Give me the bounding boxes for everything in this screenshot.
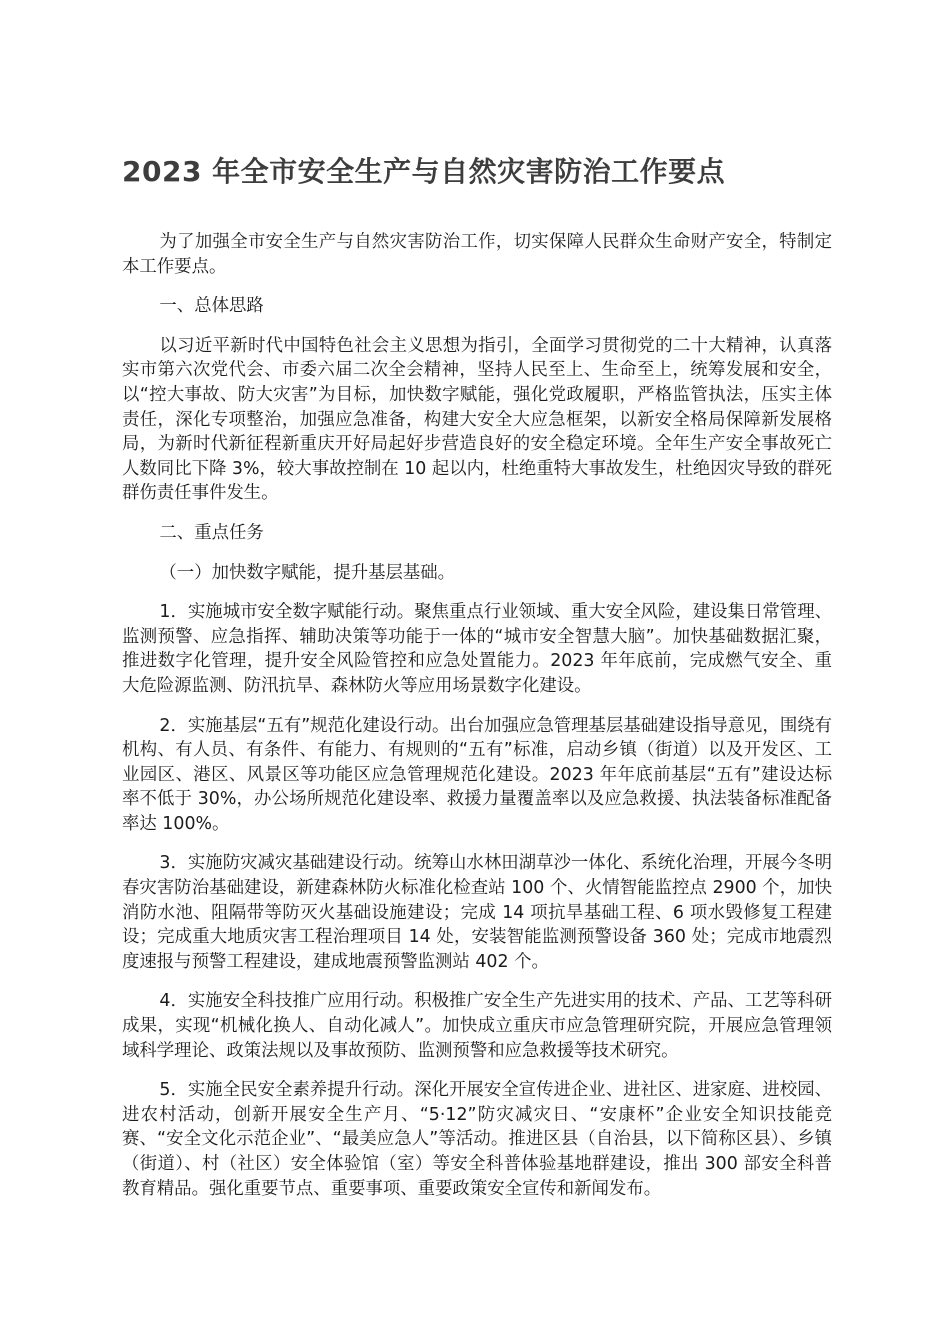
section-body-overall: 以习近平新时代中国特色社会主义思想为指引，全面学习贯彻党的二十大精神，认真落实市第六次党代会、市委六届二次全会精神，坚持人民至上、生命至上，统筹发展和安全，以“控大事故、防大灾害”为目标，加快数字赋能，强化党政履职，严格监管执法，压实主体责任，深化专项整治，加强应急准备，构建大安全大应急框架，以新安全格局保障新发展格局，为新时代新征程新重庆开好局起好步营造良好的安全稳定环境。全年生产安全事故死亡人数同比下降 3%，较大事故控制在 10 起以内，杜绝重特大事故发生，杜绝因灾导致的群死群伤责任事件发生。 — [122, 335, 832, 504]
section-heading-overall: 一、总体思路 — [159, 296, 264, 317]
task-item-4: 4．实施安全科技推广应用行动。积极推广安全生产先进实用的技术、产品、工艺等科研成果，实现“机械化换人、自动化减人”。加快成立重庆市应急管理研究院，开展应急管理领域科学理论、政策法规以及事故预防、监测预警和应急救援等技术研究。 — [122, 991, 832, 1061]
task-item-5: 5．实施全民安全素养提升行动。深化开展安全宣传进企业、进社区、进家庭、进校园、进农村活动，创新开展安全生产月、“5·12”防灾减灾日、“安康杯”企业安全知识技能竞赛、“安全文化示范企业”、“最美应急人”等活动。推进区县（自治县，以下简称区县）、乡镇（街道）、村（社区）安全体验馆（室）等安全科普体验基地群建设，推出 300 部安全科普教育精品。强化重要节点、重要事项、重要政策安全宣传和新闻发布。 — [122, 1080, 832, 1199]
task-item-3: 3．实施防灾减灾基础建设行动。统筹山水林田湖草沙一体化、系统化治理，开展今冬明春灾害防治基础建设，新建森林防火标准化检查站 100 个、火情智能监控点 2900 个，加快消防水池、阻隔带等防灭火基础设施建设；完成 14 项抗旱基础工程、6 项水毁修复工程建设；完成重大地质灾害工程治理项目 14 处，安装智能监测预警设备 360 处；完成市地震烈度速报与预警工程建设，建成地震预警监测站 402 个。 — [122, 853, 832, 972]
document-title: 2023 年全市安全生产与自然灾害防治工作要点 — [122, 155, 726, 188]
task-item-2: 2．实施基层“五有”规范化建设行动。出台加强应急管理基层基础建设指导意见，围绕有机构、有人员、有条件、有能力、有规则的“五有”标准，启动乡镇（街道）以及开发区、工业园区、港区、风景区等功能区应急管理规范化建设。2023 年年底前基层“五有”建设达标率不低于 30%，办公场所规范化建设率、救援力量覆盖率以及应急救援、执法装备标准配备率达 100%。 — [122, 715, 832, 834]
section-heading-key-tasks: 二、重点任务 — [159, 522, 264, 543]
subsection-heading-digital: （一）加快数字赋能，提升基层基础。 — [159, 562, 456, 583]
task-item-1: 1．实施城市安全数字赋能行动。聚焦重点行业领域、重大安全风险，建设集日常管理、监测预警、应急指挥、辅助决策等功能于一体的“城市安全智慧大脑”。加快基础数据汇聚，推进数字化管理，提升安全风险管控和应急处置能力。2023 年年底前，完成燃气安全、重大危险源监测、防汛抗旱、森林防火等应用场景数字化建设。 — [122, 602, 832, 696]
intro-paragraph: 为了加强全市安全生产与自然灾害防治工作，切实保障人民群众生命财产安全，特制定本工作要点。 — [122, 232, 832, 277]
